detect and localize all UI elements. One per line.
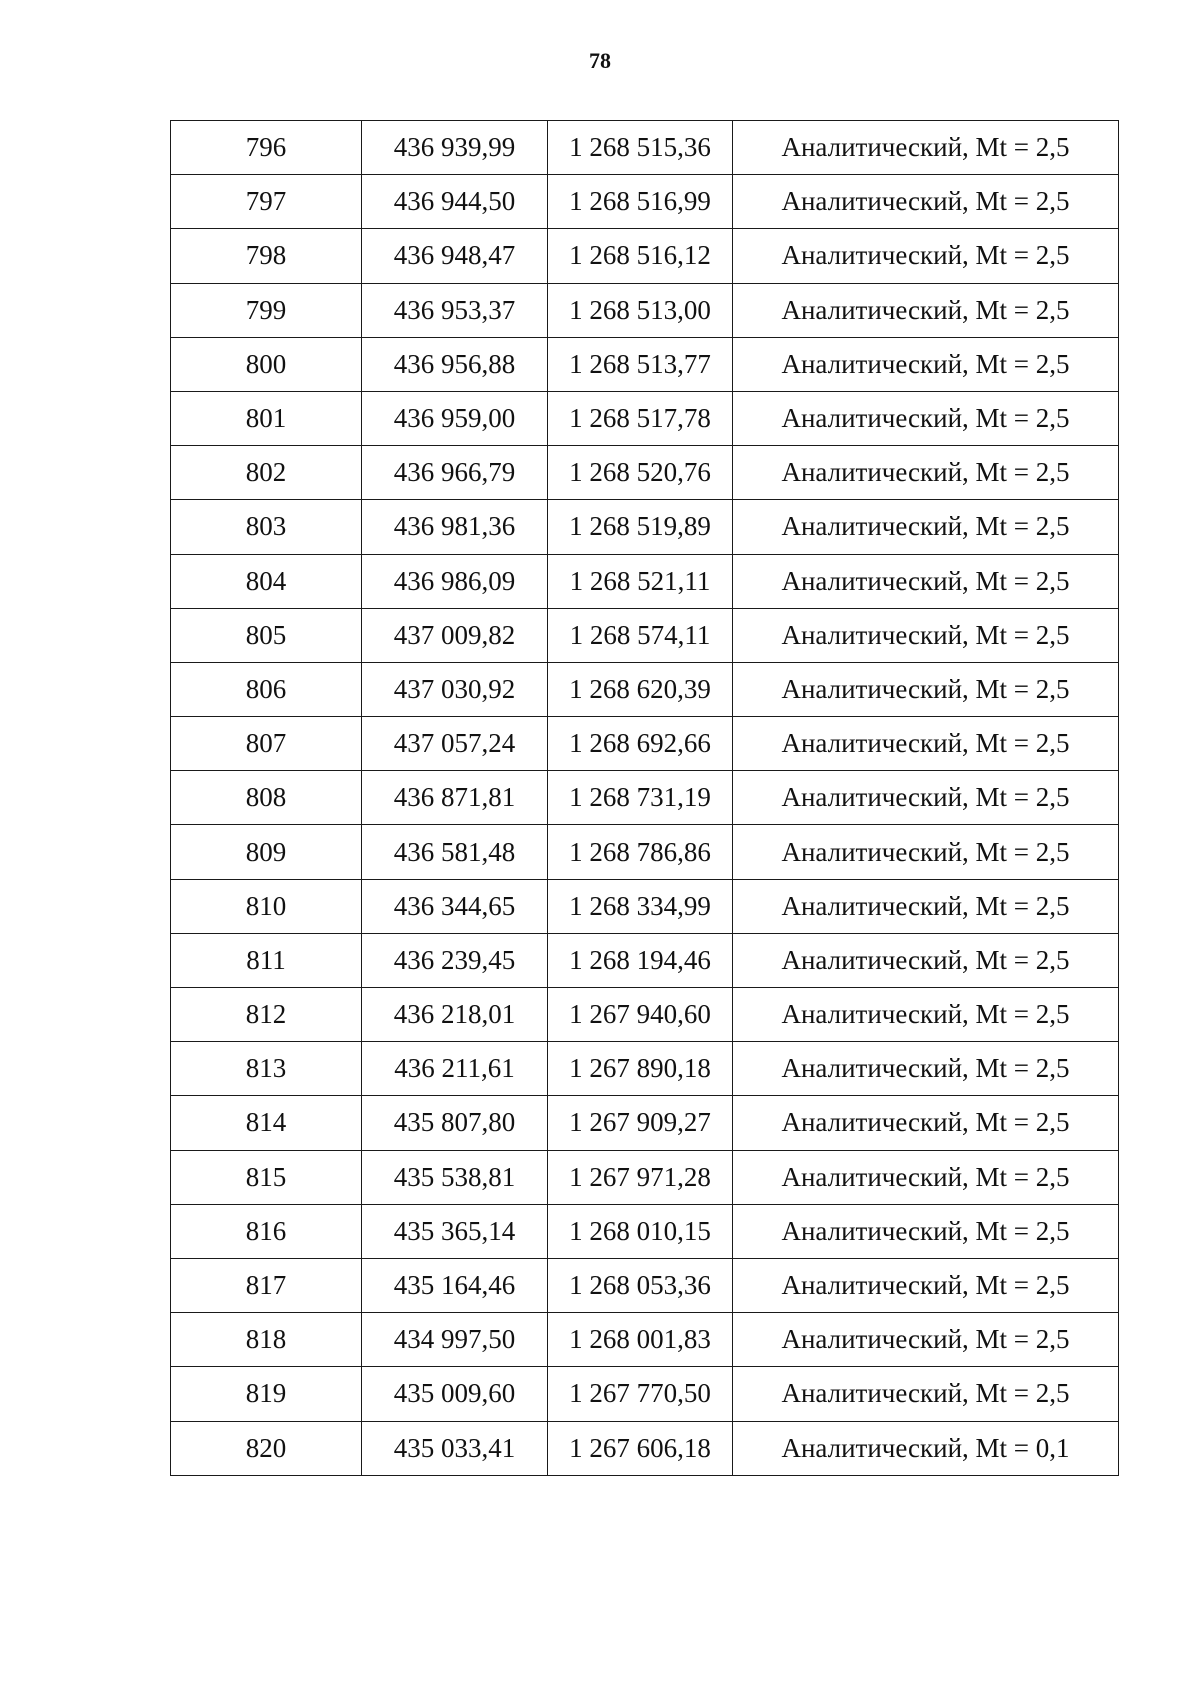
point-number-cell: 801: [171, 391, 362, 445]
x-coordinate-cell: 437 009,82: [362, 608, 548, 662]
point-number-cell: 811: [171, 933, 362, 987]
table-row: [171, 1258, 1119, 1312]
method-cell: Аналитический, Mt = 0,1: [733, 1421, 1119, 1475]
x-coordinate-cell: 435 033,41: [362, 1421, 548, 1475]
table-row: [171, 1204, 1119, 1258]
point-number-cell: 810: [171, 879, 362, 933]
x-coordinate-cell: 436 581,48: [362, 825, 548, 879]
x-coordinate-cell: 436 981,36: [362, 500, 548, 554]
y-coordinate-cell: 1 267 971,28: [548, 1150, 733, 1204]
point-number-cell: 809: [171, 825, 362, 879]
method-cell: Аналитический, Mt = 2,5: [733, 825, 1119, 879]
table-row: [171, 283, 1119, 337]
y-coordinate-cell: 1 268 194,46: [548, 933, 733, 987]
table-row: [171, 554, 1119, 608]
x-coordinate-cell: 435 807,80: [362, 1096, 548, 1150]
point-number-cell: 799: [171, 283, 362, 337]
method-cell: Аналитический, Mt = 2,5: [733, 1096, 1119, 1150]
method-cell: Аналитический, Mt = 2,5: [733, 717, 1119, 771]
method-cell: Аналитический, Mt = 2,5: [733, 1204, 1119, 1258]
x-coordinate-cell: 436 944,50: [362, 175, 548, 229]
y-coordinate-cell: 1 268 620,39: [548, 662, 733, 716]
method-cell: Аналитический, Mt = 2,5: [733, 175, 1119, 229]
table-row: [171, 608, 1119, 662]
y-coordinate-cell: 1 268 692,66: [548, 717, 733, 771]
table-row: [171, 446, 1119, 500]
y-coordinate-cell: 1 267 940,60: [548, 988, 733, 1042]
point-number-cell: 814: [171, 1096, 362, 1150]
x-coordinate-cell: 436 239,45: [362, 933, 548, 987]
y-coordinate-cell: 1 268 515,36: [548, 121, 733, 175]
method-cell: Аналитический, Mt = 2,5: [733, 771, 1119, 825]
method-cell: Аналитический, Mt = 2,5: [733, 988, 1119, 1042]
table-row: [171, 1042, 1119, 1096]
table-row: [171, 771, 1119, 825]
y-coordinate-cell: 1 268 513,77: [548, 337, 733, 391]
method-cell: Аналитический, Mt = 2,5: [733, 608, 1119, 662]
x-coordinate-cell: 436 948,47: [362, 229, 548, 283]
method-cell: Аналитический, Mt = 2,5: [733, 933, 1119, 987]
x-coordinate-cell: 436 956,88: [362, 337, 548, 391]
y-coordinate-cell: 1 268 519,89: [548, 500, 733, 554]
method-cell: Аналитический, Mt = 2,5: [733, 1258, 1119, 1312]
coordinates-table: [170, 120, 1119, 1476]
y-coordinate-cell: 1 268 517,78: [548, 391, 733, 445]
table-row: [171, 717, 1119, 771]
x-coordinate-cell: 436 211,61: [362, 1042, 548, 1096]
x-coordinate-cell: 435 009,60: [362, 1367, 548, 1421]
method-cell: Аналитический, Mt = 2,5: [733, 554, 1119, 608]
y-coordinate-cell: 1 268 521,11: [548, 554, 733, 608]
point-number-cell: 812: [171, 988, 362, 1042]
table-row: [171, 1421, 1119, 1475]
table-row: [171, 933, 1119, 987]
y-coordinate-cell: 1 268 786,86: [548, 825, 733, 879]
table-row: [171, 229, 1119, 283]
method-cell: Аналитический, Mt = 2,5: [733, 337, 1119, 391]
point-number-cell: 808: [171, 771, 362, 825]
y-coordinate-cell: 1 268 731,19: [548, 771, 733, 825]
point-number-cell: 819: [171, 1367, 362, 1421]
point-number-cell: 805: [171, 608, 362, 662]
point-number-cell: 800: [171, 337, 362, 391]
point-number-cell: 798: [171, 229, 362, 283]
method-cell: Аналитический, Mt = 2,5: [733, 1367, 1119, 1421]
x-coordinate-cell: 437 057,24: [362, 717, 548, 771]
point-number-cell: 806: [171, 662, 362, 716]
table-row: [171, 500, 1119, 554]
y-coordinate-cell: 1 268 520,76: [548, 446, 733, 500]
x-coordinate-cell: 437 030,92: [362, 662, 548, 716]
table-row: [171, 825, 1119, 879]
method-cell: Аналитический, Mt = 2,5: [733, 446, 1119, 500]
x-coordinate-cell: 435 164,46: [362, 1258, 548, 1312]
y-coordinate-cell: 1 268 513,00: [548, 283, 733, 337]
x-coordinate-cell: 436 871,81: [362, 771, 548, 825]
x-coordinate-cell: 436 344,65: [362, 879, 548, 933]
point-number-cell: 817: [171, 1258, 362, 1312]
point-number-cell: 816: [171, 1204, 362, 1258]
table-row: [171, 391, 1119, 445]
point-number-cell: 803: [171, 500, 362, 554]
point-number-cell: 813: [171, 1042, 362, 1096]
x-coordinate-cell: 436 953,37: [362, 283, 548, 337]
x-coordinate-cell: 436 966,79: [362, 446, 548, 500]
x-coordinate-cell: 435 538,81: [362, 1150, 548, 1204]
y-coordinate-cell: 1 268 574,11: [548, 608, 733, 662]
point-number-cell: 820: [171, 1421, 362, 1475]
x-coordinate-cell: 436 959,00: [362, 391, 548, 445]
method-cell: Аналитический, Mt = 2,5: [733, 500, 1119, 554]
method-cell: Аналитический, Mt = 2,5: [733, 1313, 1119, 1367]
y-coordinate-cell: 1 268 334,99: [548, 879, 733, 933]
y-coordinate-cell: 1 268 516,12: [548, 229, 733, 283]
y-coordinate-cell: 1 268 001,83: [548, 1313, 733, 1367]
page-number: 78: [589, 48, 611, 73]
table-row: [171, 662, 1119, 716]
x-coordinate-cell: 436 939,99: [362, 121, 548, 175]
method-cell: Аналитический, Mt = 2,5: [733, 1042, 1119, 1096]
method-cell: Аналитический, Mt = 2,5: [733, 121, 1119, 175]
y-coordinate-cell: 1 267 770,50: [548, 1367, 733, 1421]
method-cell: Аналитический, Mt = 2,5: [733, 1150, 1119, 1204]
table-row: [171, 988, 1119, 1042]
x-coordinate-cell: 436 986,09: [362, 554, 548, 608]
y-coordinate-cell: 1 268 010,15: [548, 1204, 733, 1258]
table-row: [171, 175, 1119, 229]
table-row: [171, 337, 1119, 391]
point-number-cell: 796: [171, 121, 362, 175]
point-number-cell: 802: [171, 446, 362, 500]
table-row: [171, 121, 1119, 175]
x-coordinate-cell: 435 365,14: [362, 1204, 548, 1258]
table-row: [171, 1150, 1119, 1204]
coordinates-table-body: [171, 121, 1119, 1476]
y-coordinate-cell: 1 268 516,99: [548, 175, 733, 229]
y-coordinate-cell: 1 267 909,27: [548, 1096, 733, 1150]
method-cell: Аналитический, Mt = 2,5: [733, 229, 1119, 283]
table-row: [171, 1096, 1119, 1150]
method-cell: Аналитический, Mt = 2,5: [733, 879, 1119, 933]
table-row: [171, 1313, 1119, 1367]
point-number-cell: 804: [171, 554, 362, 608]
x-coordinate-cell: 436 218,01: [362, 988, 548, 1042]
method-cell: Аналитический, Mt = 2,5: [733, 283, 1119, 337]
y-coordinate-cell: 1 267 606,18: [548, 1421, 733, 1475]
method-cell: Аналитический, Mt = 2,5: [733, 391, 1119, 445]
point-number-cell: 818: [171, 1313, 362, 1367]
table-row: [171, 1367, 1119, 1421]
y-coordinate-cell: 1 267 890,18: [548, 1042, 733, 1096]
point-number-cell: 797: [171, 175, 362, 229]
point-number-cell: 815: [171, 1150, 362, 1204]
x-coordinate-cell: 434 997,50: [362, 1313, 548, 1367]
table-row: [171, 879, 1119, 933]
y-coordinate-cell: 1 268 053,36: [548, 1258, 733, 1312]
point-number-cell: 807: [171, 717, 362, 771]
method-cell: Аналитический, Mt = 2,5: [733, 662, 1119, 716]
